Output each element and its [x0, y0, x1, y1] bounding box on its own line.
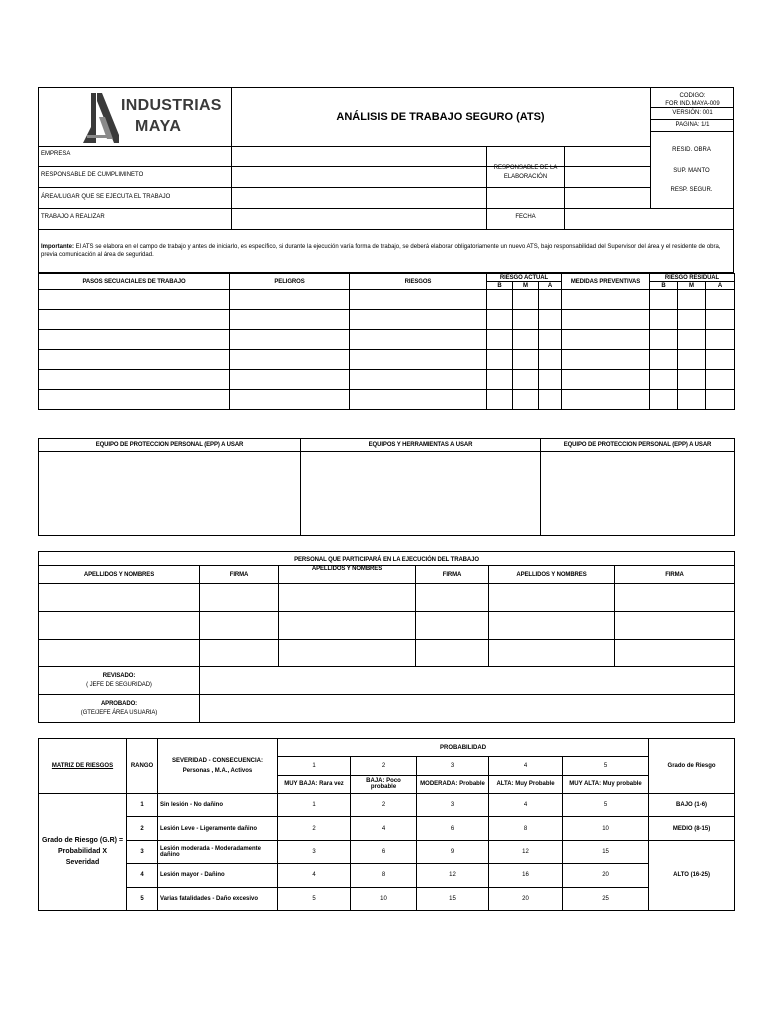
matrix-cell: 12	[489, 840, 563, 863]
col-apellidos-2: APELLIDOS Y NOMBRES	[279, 566, 416, 584]
epp-header-2: EQUIPO DE PROTECCION PERSONAL (EPP) A USAR	[541, 439, 735, 452]
row3-sev: Lesión moderada - Moderadamente dañino	[158, 840, 278, 863]
prob-num-2: 2	[351, 757, 417, 775]
code-block	[650, 88, 734, 146]
matrix-cell: 3	[278, 840, 351, 863]
matrix-rango: RANGO	[127, 739, 158, 794]
prob-label-4: ALTA: Muy Probable	[489, 775, 563, 793]
matrix-cell: 1	[278, 793, 351, 816]
level-alto: ALTO (16-25)	[649, 840, 735, 910]
steps-header-row	[39, 274, 735, 282]
matrix-cell: 4	[351, 817, 417, 840]
code-block-code	[651, 88, 734, 108]
level-medio: MEDIO (8-15)	[649, 817, 735, 840]
revisado-label: REVISADO:	[102, 672, 136, 679]
matrix-cell: 8	[351, 864, 417, 887]
row2-sev: Lesión Leve - Ligeramente dañino	[158, 817, 278, 840]
area-field[interactable]	[232, 188, 485, 208]
trabajo-field[interactable]	[232, 209, 485, 229]
aprobado-label: APROBADO:	[100, 700, 138, 707]
matrix-cell: 6	[351, 840, 417, 863]
matrix-cell: 15	[417, 887, 489, 910]
important-note	[41, 243, 731, 259]
col-riesgo-residual: RIESGO RESIDUAL	[650, 274, 735, 282]
col-medidas: MEDIDAS PREVENTIVAS	[562, 274, 650, 290]
trabajo-label: TRABAJO A REALIZAR	[41, 214, 105, 220]
empresa-field[interactable]	[232, 147, 485, 166]
col-actual-a: A	[539, 282, 562, 290]
prob-label-5: MUY ALTA: Muy probable	[563, 775, 649, 793]
col-firma-3: FIRMA	[615, 566, 735, 584]
prob-label-1: MUY BAJA: Rara vez	[278, 775, 351, 793]
table-row[interactable]	[39, 612, 735, 640]
matrix-cell: 8	[489, 817, 563, 840]
col-residual-m: M	[678, 282, 706, 290]
revisado-sub: ( JEFE DE SEGURIDAD)	[86, 681, 152, 688]
row1-sev: Sin lesión - No dañino	[158, 793, 278, 816]
col-pasos: PASOS SECUACIALES DE TRABAJO	[39, 274, 230, 290]
risk-matrix	[38, 738, 734, 911]
epp-header-1: EQUIPO DE PROTECCION PERSONAL (EPP) A USAR	[39, 439, 301, 452]
matrix-severidad: SEVERIDAD - CONSECUENCIA: Personas , M.A., Activos	[158, 739, 278, 794]
matrix-cell: 2	[278, 817, 351, 840]
matrix-cell: 15	[563, 840, 649, 863]
table-row[interactable]	[39, 350, 735, 370]
responsable-elaboracion-label: RESPONSABLE DE LA ELABORACIÓN	[493, 165, 558, 180]
matrix-cell: 25	[563, 887, 649, 910]
epp-field-1[interactable]	[39, 452, 301, 536]
responsable-label: RESPONSABLE DE CUMPLIMINETO	[41, 172, 144, 178]
matrix-cell: 12	[417, 864, 489, 887]
prob-num-5: 5	[563, 757, 649, 775]
epp-field-2[interactable]	[541, 452, 735, 536]
sig-resp-segur: RESP. SEGUR.	[670, 187, 713, 193]
steps-table	[38, 273, 734, 424]
matrix-cell: 10	[351, 887, 417, 910]
matrix-cell: 9	[417, 840, 489, 863]
equipment-table	[38, 438, 734, 536]
table-row[interactable]	[39, 290, 735, 310]
form-header	[38, 87, 734, 273]
matrix-cell: 4	[489, 793, 563, 816]
aprobado-field[interactable]	[200, 695, 735, 723]
fecha-field[interactable]	[565, 209, 733, 229]
matrix-cell: 5	[278, 887, 351, 910]
matrix-cell: 3	[417, 793, 489, 816]
responsable-field[interactable]	[232, 167, 485, 187]
table-row[interactable]	[39, 330, 735, 350]
code-value: FOR IND.MAYA-009	[665, 101, 720, 107]
equipos-header: EQUIPOS Y HERRAMIENTAS A USAR	[301, 439, 541, 452]
code-label: CODIGO:	[679, 93, 706, 99]
empresa-label: EMPRESA	[41, 151, 71, 157]
sig-resid-obra: RESID. OBRA	[672, 147, 711, 153]
revisado-cell	[39, 667, 200, 695]
sig-sup-manto: SUP. MANTO	[673, 168, 710, 174]
matrix-cell: 6	[417, 817, 489, 840]
col-riesgo-actual: RIESGO ACTUAL	[487, 274, 562, 282]
matrix-cell: 5	[563, 793, 649, 816]
form-title: ANÁLISIS DE TRABAJO SEGURO (ATS)	[231, 88, 650, 147]
level-bajo: BAJO (1-6)	[649, 793, 735, 816]
prob-label-2: BAJA: Poco probable	[351, 775, 417, 793]
area-label: ÁREA/LUGAR QUE SE EJECUTA EL TRABAJO	[41, 194, 171, 200]
personnel-table	[38, 551, 734, 722]
matrix-formula: Grado de Riesgo (G.R) = Probabilidad X Severidad	[39, 793, 127, 910]
logo-text-line2: MAYA	[135, 118, 182, 135]
col-residual-b: B	[650, 282, 678, 290]
row1-rango: 1	[127, 793, 158, 816]
matrix-cell: 10	[563, 817, 649, 840]
col-actual-m: M	[513, 282, 539, 290]
row2-rango: 2	[127, 817, 158, 840]
personnel-title: PERSONAL QUE PARTICIPARÁ EN LA EJECUCIÓN DEL TRABAJO	[39, 552, 735, 566]
row5-sev: Varias fatalidades - Daño excesivo	[158, 887, 278, 910]
table-row[interactable]	[39, 584, 735, 612]
table-row[interactable]	[39, 640, 735, 667]
logo	[39, 88, 232, 147]
col-firma-2: FIRMA	[416, 566, 489, 584]
important-label: Importante:	[41, 244, 74, 250]
col-peligros: PELIGROS	[230, 274, 350, 290]
col-residual-a: A	[706, 282, 735, 290]
table-row[interactable]	[39, 390, 735, 410]
logo-text-line1: INDUSTRIAS	[121, 97, 222, 114]
aprobado-sub: (GTE/JEFE ÁREA USUARIA)	[80, 709, 158, 716]
prob-num-3: 3	[417, 757, 489, 775]
row4-rango: 4	[127, 864, 158, 887]
table-row[interactable]	[39, 310, 735, 330]
matrix-cell: 4	[278, 864, 351, 887]
revisado-field[interactable]	[200, 667, 735, 695]
col-apellidos-1: APELLIDOS Y NOMBRES	[39, 566, 200, 584]
prob-label-3: MODERADA: Probable	[417, 775, 489, 793]
prob-num-4: 4	[489, 757, 563, 775]
important-text: El ATS se elabora en el campo de trabajo y antes de iniciarlo, es específico, si durante la ejecución varía forma de trabajo, se deberá elaborar obligatoriamente un nuevo ATS, bajo responsabilidad del Supervisor del área y el residente de obra, previa comunicación al área de seguridad.	[41, 244, 721, 258]
col-actual-b: B	[487, 282, 513, 290]
table-row[interactable]	[39, 370, 735, 390]
page-number: PAGINA: 1/1	[651, 120, 734, 132]
row3-rango: 3	[127, 840, 158, 863]
row4-sev: Lesión mayor - Dañino	[158, 864, 278, 887]
version-text: VERSIÓN: 001	[651, 108, 734, 120]
matrix-cell: 20	[489, 887, 563, 910]
aprobado-cell	[39, 695, 200, 723]
matrix-cell: 16	[489, 864, 563, 887]
col-apellidos-3: APELLIDOS Y NOMBRES	[489, 566, 615, 584]
matrix-grado-header: Grado de Riesgo	[649, 739, 735, 794]
matrix-probabilidad: PROBABILIDAD	[278, 739, 649, 757]
fecha-label: FECHA	[515, 214, 536, 220]
matrix-cell: 20	[563, 864, 649, 887]
matrix-cell: 2	[351, 793, 417, 816]
company-logo-icon	[81, 91, 121, 143]
equipos-field[interactable]	[301, 452, 541, 536]
col-riesgos: RIESGOS	[350, 274, 487, 290]
matrix-label: MATRIZ DE RIESGOS	[39, 739, 127, 794]
col-firma-1: FIRMA	[200, 566, 279, 584]
prob-num-1: 1	[278, 757, 351, 775]
row5-rango: 5	[127, 887, 158, 910]
